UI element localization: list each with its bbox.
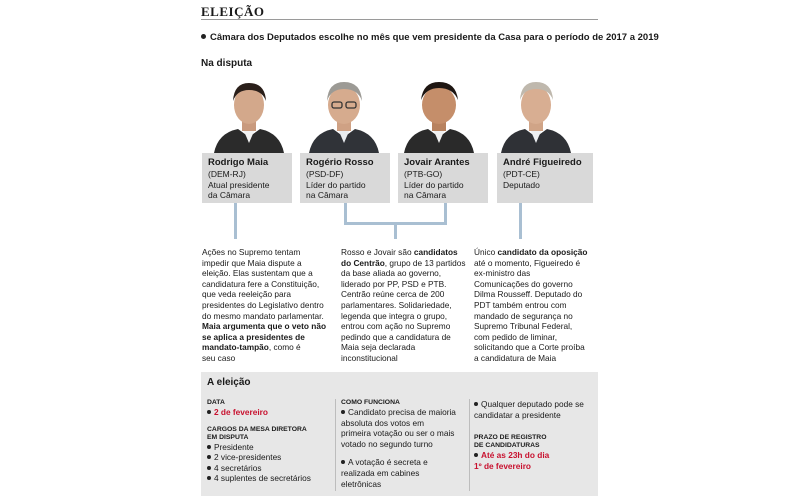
text-line: ex-ministro das xyxy=(474,268,531,279)
intro-label: Câmara dos Deputados escolhe no mês que vem presidente da Casa para o período de 2017 a 2019 xyxy=(210,32,659,43)
bullet-icon xyxy=(207,455,211,459)
candidate-photo-figueiredo xyxy=(497,77,575,153)
text-line: legenda que integra o grupo, xyxy=(341,310,448,321)
election-panel xyxy=(201,372,598,496)
offices-label: EM DISPUTA xyxy=(207,433,249,441)
bullet-icon xyxy=(207,476,211,480)
text-line: PDT também entrou com xyxy=(474,299,567,310)
candidate-party: (PDT-CE) xyxy=(503,169,540,179)
office-item: Presidente xyxy=(214,441,254,452)
office-item: 4 secretários xyxy=(214,462,262,473)
maia-description xyxy=(202,247,337,364)
bullet-icon xyxy=(474,402,478,406)
panel-column-deadline xyxy=(474,399,596,471)
candidate-role: na Câmara xyxy=(404,190,447,200)
text-fragment: Candidato precisa de maioria xyxy=(348,407,456,417)
panel-title: A eleição xyxy=(207,377,251,388)
bullet-icon xyxy=(207,410,211,414)
text-line: absoluta dos votos em xyxy=(341,417,425,428)
text-line: mandado de segurança no xyxy=(474,310,573,321)
date-label: DATA xyxy=(207,399,225,406)
text-line: do mesmo mandato parlamentar. xyxy=(202,310,324,321)
candidate-party: (PSD-DF) xyxy=(306,169,344,179)
text-fragment: , grupo de 13 partidos xyxy=(384,257,466,268)
office-item: 2 vice-presidentes xyxy=(214,452,282,463)
deadline-value: 1º de fevereiro xyxy=(474,460,531,471)
candidate-role: Deputado xyxy=(503,179,540,190)
bullet-icon xyxy=(341,460,345,464)
bullet-icon xyxy=(341,410,345,414)
text-line: se aplica a presidentes de xyxy=(202,331,305,342)
text-line: candidatar a presidente xyxy=(474,409,561,420)
person-portrait-icon xyxy=(497,77,575,153)
panel-column-dates xyxy=(207,399,335,484)
bullet-icon xyxy=(207,466,211,470)
candidate-photo-rosso xyxy=(305,77,383,153)
text-line: parlamentares. Solidariedade, xyxy=(341,299,452,310)
text-line xyxy=(341,258,471,269)
text-line: com pedido de liminar, xyxy=(474,331,558,342)
bullet-icon xyxy=(207,445,211,449)
text-line: Supremo Tribunal Federal, xyxy=(474,321,573,332)
text-line: impedir que Maia dispute a xyxy=(202,257,302,268)
date-value: 2 de fevereiro xyxy=(214,407,268,417)
text-line: candidatura fere a Constituição, xyxy=(202,278,320,289)
text-line: presidentes do Legislativo dentro xyxy=(202,299,324,310)
candidate-card-figueiredo xyxy=(497,153,593,203)
person-portrait-icon xyxy=(400,77,478,153)
candidate-name: André Figueiredo xyxy=(503,157,582,168)
candidate-photo-maia xyxy=(210,77,288,153)
text-line: que veda reeleição para xyxy=(202,289,292,300)
office-item: 4 suplentes de secretários xyxy=(214,473,311,484)
panel-divider xyxy=(469,399,470,491)
text-line: eleição. Elas sustentam que a xyxy=(202,268,313,279)
text-line: liderado por PP, PSD e PTB. xyxy=(341,278,447,289)
text-line: a candidatura de Maia xyxy=(474,352,557,363)
candidate-party: (PTB-GO) xyxy=(404,169,443,179)
connector-line xyxy=(519,203,522,239)
text-fragment: mandato-tampão xyxy=(202,342,269,353)
text-fragment: , como é xyxy=(268,342,301,353)
candidate-role: Líder do partido xyxy=(306,179,366,190)
text-line: Dilma Rousseff. Deputado do xyxy=(474,289,583,300)
candidate-role: da Câmara xyxy=(208,190,251,200)
candidate-name: Jovair Arantes xyxy=(404,157,470,168)
candidate-card-rosso xyxy=(300,153,390,203)
text-line: Ações no Supremo tentam xyxy=(202,247,301,257)
text-line: primeira votação ou ser o mais xyxy=(341,428,455,439)
text-line: até o momento, Figueiredo é xyxy=(474,257,581,268)
text-fragment: Único xyxy=(474,247,498,257)
bullet-icon xyxy=(201,34,206,39)
person-portrait-icon xyxy=(305,77,383,153)
text-line: realizada em cabines xyxy=(341,467,420,478)
candidate-card-arantes xyxy=(398,153,488,203)
offices-label: CARGOS DA MESA DIRETORA xyxy=(207,425,307,433)
text-fragment: candidatos xyxy=(413,247,458,257)
text-fragment: Qualquer deputado pode se xyxy=(481,399,584,409)
text-line: entrou com ação no Supremo xyxy=(341,321,451,332)
text-line: pedindo que a candidatura de xyxy=(341,331,451,342)
text-fragment: candidato da oposição xyxy=(497,247,588,257)
how-label: COMO FUNCIONA xyxy=(341,399,400,406)
text-line: Maia argumenta que o veto não xyxy=(202,321,327,332)
deadline-label: PRAZO DE REGISTRO xyxy=(474,434,547,442)
candidate-role: na Câmara xyxy=(306,190,349,200)
section-tag: ELEIÇÃO xyxy=(201,4,265,19)
list-item xyxy=(341,407,469,418)
panel-divider xyxy=(335,399,336,491)
candidate-party: (DEM-RJ) xyxy=(208,169,246,179)
list-item xyxy=(207,407,335,418)
text-line xyxy=(202,342,337,353)
text-line: seu caso xyxy=(202,352,236,363)
centrao-description xyxy=(341,247,471,364)
text-line xyxy=(474,247,600,258)
dispute-title: Na disputa xyxy=(201,58,253,69)
panel-column-how xyxy=(341,399,469,489)
connector-line xyxy=(394,222,397,239)
deadline-value: Até as 23h do dia xyxy=(481,450,550,461)
text-line: Centrão reúne cerca de 200 xyxy=(341,289,445,300)
list-item xyxy=(207,463,335,474)
list-item xyxy=(207,452,335,463)
text-line: inconstitucional xyxy=(341,352,398,363)
list-item xyxy=(207,442,335,453)
bullet-icon xyxy=(474,453,478,457)
intro-text xyxy=(201,32,659,43)
list-item xyxy=(474,450,596,461)
list-item xyxy=(207,473,335,484)
text-fragment: do Centrão xyxy=(341,257,385,268)
connector-line xyxy=(234,203,237,239)
text-line xyxy=(341,247,471,258)
text-line: da base aliada ao governo, xyxy=(341,268,442,279)
text-line: votado no segundo turno xyxy=(341,438,433,449)
candidate-card-maia xyxy=(202,153,292,203)
text-fragment: Rosso e Jovair são xyxy=(341,247,414,257)
text-line: Maia seja declarada xyxy=(341,342,416,353)
section-divider xyxy=(201,19,598,20)
candidate-name: Rodrigo Maia xyxy=(208,157,269,168)
figueiredo-description xyxy=(474,247,600,364)
person-portrait-icon xyxy=(210,77,288,153)
text-fragment: A votação é secreta e xyxy=(348,457,428,468)
candidate-name: Rogério Rosso xyxy=(306,157,374,168)
candidate-role: Líder do partido xyxy=(404,179,464,190)
text-line: eletrônicas xyxy=(341,478,382,489)
list-item xyxy=(474,399,596,410)
candidate-photo-arantes xyxy=(400,77,478,153)
candidate-role: Atual presidente xyxy=(208,179,270,190)
list-item xyxy=(341,457,469,468)
text-line: solicitando que a Corte proíba xyxy=(474,342,585,353)
deadline-label: DE CANDIDATURAS xyxy=(474,442,540,450)
text-line: Comunicações do governo xyxy=(474,278,573,289)
